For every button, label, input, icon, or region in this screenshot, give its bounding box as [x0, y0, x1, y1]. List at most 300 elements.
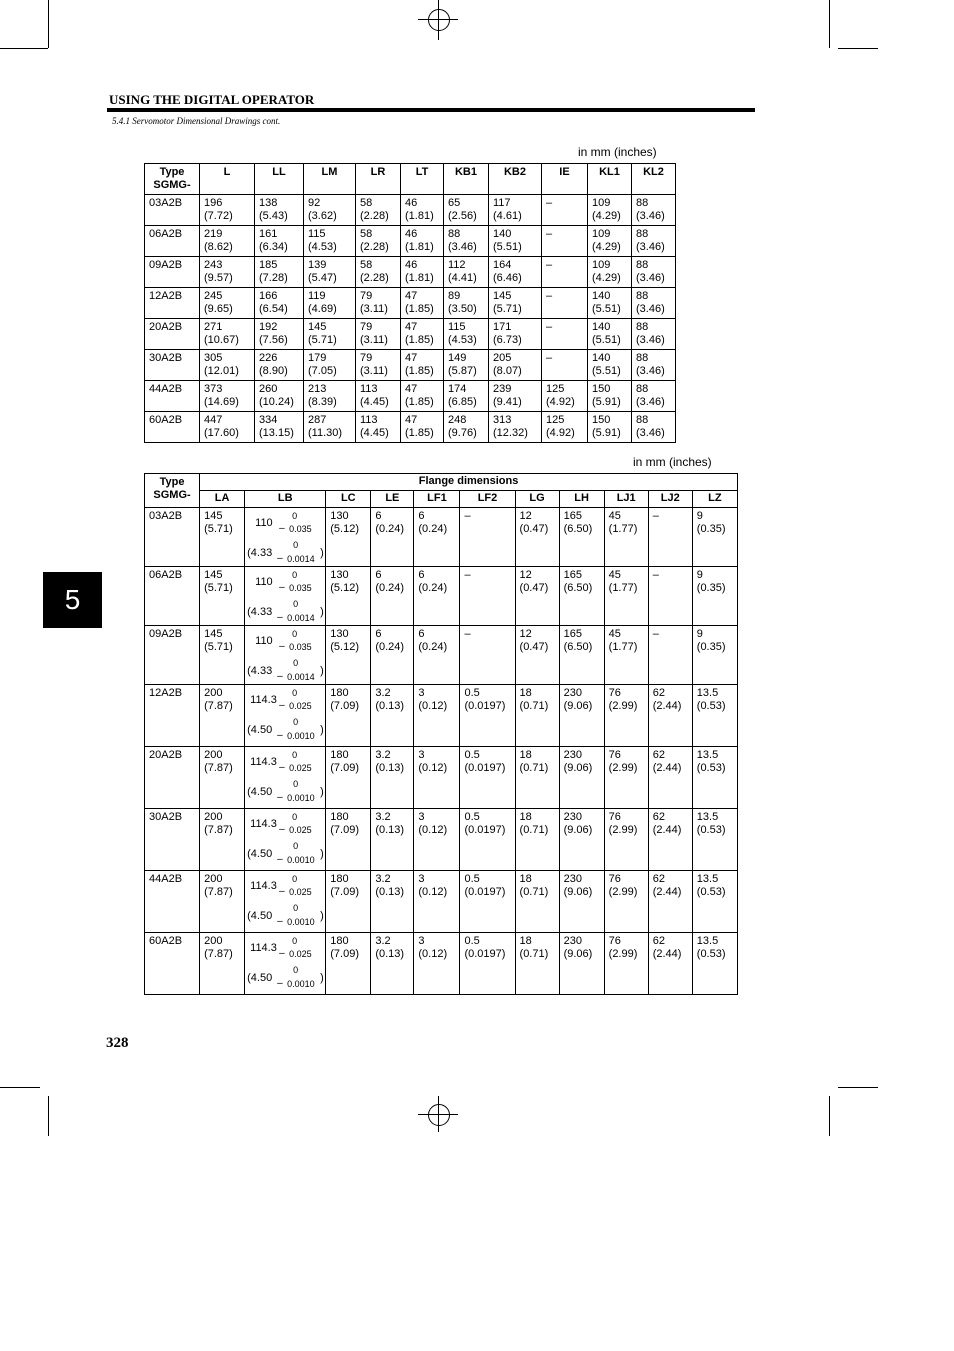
dimension-cell: [542, 319, 588, 350]
table-row: [145, 195, 676, 226]
lb-in-lower: 0.0010: [287, 979, 315, 989]
lb-in-lower: 0.0010: [287, 855, 315, 865]
cell-value-inches: (2.44): [652, 824, 682, 836]
cell-value-inches: (5.91): [592, 396, 621, 408]
cell-value-inches: (0.0197): [464, 824, 506, 836]
lb-mm-lower: 0.025: [289, 887, 312, 897]
cell-value-inches: (3.11): [360, 365, 388, 377]
dimension-cell: [542, 412, 588, 443]
dimension-cell: [489, 319, 542, 350]
cell-value-mm: –: [652, 569, 659, 581]
cell-value-inches: (1.81): [405, 272, 434, 284]
cell-value-inches: (9.06): [563, 948, 593, 960]
cell-value-mm: 145: [493, 290, 512, 302]
dimension-cell: [515, 871, 559, 933]
cell-value-inches: (6.34): [259, 241, 288, 253]
cell-value-inches: (0.13): [375, 886, 405, 898]
dimension-cell: [559, 933, 604, 995]
cell-value-mm: 174: [448, 383, 467, 395]
dimension-cell: [356, 319, 401, 350]
motor-type: 09A2B: [145, 257, 200, 288]
cell-value-mm: 230: [563, 873, 582, 885]
lb-tolerance: [247, 687, 323, 739]
dimension-cell: [460, 626, 515, 685]
table-row: [145, 381, 676, 412]
dimension-cell: [559, 685, 604, 747]
cell-value-mm: 373: [204, 383, 223, 395]
dimension-cell: [255, 288, 304, 319]
lb-mm-lower: 0.025: [289, 949, 312, 959]
cell-value-inches: (5.51): [592, 303, 621, 315]
dimension-cell: [604, 747, 648, 809]
cell-value-mm: 76: [608, 687, 621, 699]
cell-value-inches: (7.87): [204, 948, 233, 960]
cell-value-inches: (14.69): [204, 396, 239, 408]
cell-value-mm: 47: [405, 352, 418, 364]
cell-value-inches: (1.77): [608, 641, 638, 653]
table1-header-lr: LR: [356, 164, 401, 195]
cell-value-inches: (7.87): [204, 762, 233, 774]
cell-value-mm: 243: [204, 259, 223, 271]
cell-value-mm: 3.2: [375, 935, 391, 947]
cell-value-mm: 200: [204, 811, 223, 823]
dimension-cell: [414, 871, 460, 933]
cell-value-mm: –: [652, 510, 659, 522]
dimension-cell: [200, 381, 255, 412]
cell-value-inches: (1.81): [405, 210, 434, 222]
dimension-cell: [460, 933, 515, 995]
table-row: [145, 319, 676, 350]
dimension-cell: [632, 226, 676, 257]
dimension-cell: [559, 809, 604, 871]
cell-value-inches: (6.50): [563, 523, 593, 535]
lb-mm-upper: 0: [292, 874, 298, 884]
dimension-cell: [200, 195, 255, 226]
dimension-cell: [515, 508, 559, 567]
dimension-cell: [356, 226, 401, 257]
dimension-cell: [200, 319, 255, 350]
dimension-cell: [515, 626, 559, 685]
lb-in-value: (4.50: [247, 910, 273, 922]
cell-value-mm: 200: [204, 873, 223, 885]
cell-value-mm: 165: [563, 510, 582, 522]
cell-value-mm: 200: [204, 935, 223, 947]
dimension-cell: [401, 412, 444, 443]
table2-header-lh: LH: [559, 491, 604, 508]
lb-tolerance-cell: [245, 626, 326, 685]
lb-mm-minus: –: [279, 641, 285, 652]
cell-value-inches: (0.0197): [464, 762, 506, 774]
dimension-cell: [371, 626, 414, 685]
cell-value-mm: 88: [636, 259, 649, 271]
table2-header-lf2: LF2: [460, 491, 515, 508]
cell-value-inches: (3.46): [636, 241, 665, 253]
cell-value-inches: (8.62): [204, 241, 233, 253]
cell-value-mm: –: [546, 290, 553, 302]
dimension-cell: [304, 381, 356, 412]
table-row: [145, 747, 738, 809]
dimension-cell: [326, 809, 371, 871]
motor-type: 60A2B: [145, 933, 200, 995]
dimension-cell: [255, 412, 304, 443]
cell-value-mm: 119: [308, 290, 326, 302]
dimension-cell: [489, 257, 542, 288]
lb-mm-value: 114.3: [250, 756, 277, 768]
motor-type: 03A2B: [145, 195, 200, 226]
dimension-cell: [356, 257, 401, 288]
table2-header-le: LE: [371, 491, 414, 508]
table2-units-note: in mm (inches): [633, 455, 712, 469]
table-row: [145, 685, 738, 747]
cell-value-mm: 58: [360, 197, 373, 209]
table1-header-row: [145, 164, 676, 195]
cell-value-mm: 180: [330, 935, 349, 947]
dimension-cell: [200, 626, 245, 685]
dimension-cell: [588, 412, 632, 443]
cell-value-inches: (0.12): [418, 762, 448, 774]
cell-value-inches: (0.47): [519, 523, 549, 535]
cell-value-mm: 3: [418, 687, 425, 699]
cell-value-inches: (0.24): [418, 582, 448, 594]
cell-value-mm: 62: [652, 687, 665, 699]
cell-value-inches: (4.41): [448, 272, 477, 284]
dimension-cell: [444, 288, 489, 319]
cell-value-inches: (5.51): [592, 365, 621, 377]
lb-in-upper: 0: [293, 599, 299, 609]
cell-value-inches: (7.09): [330, 948, 360, 960]
dimension-cell: [604, 871, 648, 933]
lb-tolerance: [247, 569, 323, 621]
lb-tolerance-cell: [245, 871, 326, 933]
cell-value-inches: (4.29): [592, 210, 621, 222]
cell-value-inches: (0.24): [418, 641, 448, 653]
table-row: [145, 350, 676, 381]
lb-in-upper: 0: [293, 779, 299, 789]
lb-tolerance-cell: [245, 933, 326, 995]
cell-value-mm: 180: [330, 873, 349, 885]
dimension-cell: [460, 685, 515, 747]
lb-mm-value: 110: [255, 635, 273, 647]
cell-value-mm: 140: [493, 228, 512, 240]
lb-mm-value: 110: [255, 517, 273, 529]
dimension-cell: [326, 685, 371, 747]
cell-value-inches: (9.06): [563, 700, 593, 712]
cell-value-mm: 271: [204, 321, 223, 333]
cell-value-mm: 88: [636, 197, 649, 209]
lb-in-minus: –: [277, 730, 283, 741]
dimension-cell: [692, 508, 737, 567]
dimension-cell: [200, 871, 245, 933]
cell-value-mm: –: [546, 197, 553, 209]
lb-in-close-paren: ): [320, 786, 324, 798]
cell-value-mm: 150: [592, 414, 611, 426]
dimension-cell: [604, 626, 648, 685]
dimension-cell: [200, 809, 245, 871]
table1-header-kl2: KL2: [632, 164, 676, 195]
cell-value-inches: (5.71): [204, 641, 233, 653]
cell-value-inches: (2.99): [608, 700, 638, 712]
cell-value-mm: 117: [493, 197, 511, 209]
cell-value-mm: 164: [493, 259, 512, 271]
cell-value-mm: 88: [636, 228, 649, 240]
dimension-cell: [356, 381, 401, 412]
cell-value-mm: 313: [493, 414, 512, 426]
dimension-cell: [356, 350, 401, 381]
cell-value-mm: 9: [696, 569, 703, 581]
cell-value-mm: 139: [308, 259, 327, 271]
cell-value-mm: 165: [563, 628, 582, 640]
cell-value-inches: (0.0197): [464, 700, 506, 712]
table2-group-header-row: [145, 474, 738, 491]
lb-in-upper: 0: [293, 903, 299, 913]
dimension-cell: [692, 685, 737, 747]
dimension-cell: [632, 381, 676, 412]
dimension-cell: [489, 195, 542, 226]
cell-value-inches: (0.35): [696, 582, 726, 594]
dimension-cell: [304, 257, 356, 288]
cell-value-mm: 46: [405, 259, 418, 271]
cell-value-mm: 245: [204, 290, 223, 302]
cell-value-inches: (0.53): [696, 948, 726, 960]
lb-in-lower: 0.0014: [287, 672, 315, 682]
dimension-cell: [304, 195, 356, 226]
cell-value-inches: (4.53): [308, 241, 337, 253]
dimension-cell: [604, 567, 648, 626]
cell-value-mm: 13.5: [696, 811, 719, 823]
cell-value-mm: 334: [259, 414, 278, 426]
cell-value-mm: 12: [519, 569, 532, 581]
cell-value-inches: (2.44): [652, 762, 682, 774]
table1-header-l: L: [200, 164, 255, 195]
lb-mm-minus: –: [279, 523, 285, 534]
cell-value-inches: (8.90): [259, 365, 288, 377]
table-row: [145, 508, 738, 567]
lb-mm-minus: –: [279, 700, 285, 711]
cell-value-inches: (5.47): [308, 272, 337, 284]
table2-header-lz: LZ: [692, 491, 737, 508]
cell-value-mm: 58: [360, 259, 373, 271]
motor-type: 03A2B: [145, 508, 200, 567]
dimension-cell: [371, 685, 414, 747]
cell-value-mm: 125: [546, 414, 565, 426]
cell-value-inches: (12.32): [493, 427, 528, 439]
cell-value-inches: (5.91): [592, 427, 621, 439]
dimension-cell: [304, 226, 356, 257]
cell-value-inches: (0.12): [418, 824, 448, 836]
dimension-cell: [489, 288, 542, 319]
cell-value-mm: 47: [405, 321, 418, 333]
cell-value-mm: 130: [330, 569, 349, 581]
cell-value-inches: (3.46): [636, 303, 665, 315]
dimension-cell: [542, 257, 588, 288]
dimension-cell: [460, 567, 515, 626]
flange-dimensions-header: Flange dimensions: [200, 474, 738, 491]
motor-type: 12A2B: [145, 685, 200, 747]
dimension-cell: [604, 508, 648, 567]
lb-in-close-paren: ): [320, 606, 324, 618]
dimension-cell: [588, 381, 632, 412]
cell-value-inches: (17.60): [204, 427, 239, 439]
cell-value-mm: 13.5: [696, 873, 719, 885]
cell-value-inches: (1.77): [608, 523, 638, 535]
cell-value-mm: 18: [519, 935, 532, 947]
cell-value-mm: 287: [308, 414, 327, 426]
cell-value-inches: (0.24): [375, 641, 405, 653]
cell-value-mm: 0.5: [464, 811, 480, 823]
cell-value-inches: (7.87): [204, 700, 233, 712]
cell-value-inches: (5.71): [204, 582, 233, 594]
cell-value-mm: 109: [592, 197, 611, 209]
cell-value-mm: 62: [652, 935, 665, 947]
table2-type-header: Type SGMG-: [145, 474, 200, 508]
dimension-cell: [304, 319, 356, 350]
cell-value-inches: (5.51): [592, 334, 621, 346]
cell-value-inches: (7.28): [259, 272, 288, 284]
cell-value-mm: –: [464, 628, 471, 640]
dimension-cell: [255, 226, 304, 257]
cell-value-inches: (1.81): [405, 241, 434, 253]
cell-value-inches: (4.29): [592, 272, 621, 284]
dimension-cell: [460, 508, 515, 567]
cell-value-mm: 3.2: [375, 873, 391, 885]
dimension-cell: [559, 626, 604, 685]
dimension-cell: [255, 319, 304, 350]
dimension-cell: [515, 747, 559, 809]
lb-in-close-paren: ): [320, 547, 324, 559]
cell-value-inches: (0.24): [375, 582, 405, 594]
cell-value-mm: 140: [592, 352, 611, 364]
dimension-cell: [632, 195, 676, 226]
cell-value-inches: (0.71): [519, 700, 549, 712]
cell-value-inches: (2.56): [448, 210, 477, 222]
cell-value-mm: 196: [204, 197, 223, 209]
cell-value-inches: (2.99): [608, 824, 638, 836]
dimension-cell: [648, 508, 692, 567]
cell-value-inches: (9.57): [204, 272, 233, 284]
dimension-cell: [692, 809, 737, 871]
dimension-cell: [648, 933, 692, 995]
dimension-cell: [632, 412, 676, 443]
dimension-cell: [326, 871, 371, 933]
cell-value-mm: 76: [608, 749, 621, 761]
cell-value-mm: 76: [608, 873, 621, 885]
dimension-cell: [326, 567, 371, 626]
dimension-cell: [692, 567, 737, 626]
lb-tolerance-cell: [245, 809, 326, 871]
lb-mm-minus: –: [279, 824, 285, 835]
table2-header-lb: LB: [245, 491, 326, 508]
cell-value-inches: (9.41): [493, 396, 522, 408]
table2-header-lj2: LJ2: [648, 491, 692, 508]
lb-mm-upper: 0: [292, 511, 298, 521]
cell-value-mm: 88: [636, 383, 649, 395]
cell-value-inches: (0.13): [375, 824, 405, 836]
cell-value-mm: 88: [636, 414, 649, 426]
dimension-cell: [401, 226, 444, 257]
lb-mm-lower: 0.035: [289, 583, 312, 593]
cell-value-mm: 3: [418, 935, 425, 947]
cell-value-inches: (5.71): [204, 523, 233, 535]
cell-value-inches: (12.01): [204, 365, 239, 377]
dimension-cell: [401, 350, 444, 381]
cell-value-inches: (3.46): [636, 210, 665, 222]
lb-mm-value: 114.3: [250, 880, 277, 892]
motor-type: 20A2B: [145, 747, 200, 809]
lb-in-upper: 0: [293, 658, 299, 668]
cell-value-inches: (2.28): [360, 272, 389, 284]
cell-value-inches: (9.06): [563, 762, 593, 774]
cell-value-inches: (6.50): [563, 582, 593, 594]
dimension-cell: [304, 288, 356, 319]
dimension-cell: [444, 319, 489, 350]
dimension-cell: [200, 350, 255, 381]
motor-type: 44A2B: [145, 381, 200, 412]
cell-value-mm: 3.2: [375, 811, 391, 823]
cell-value-mm: 6: [418, 628, 425, 640]
table-row: [145, 567, 738, 626]
lb-in-lower: 0.0010: [287, 917, 315, 927]
lb-tolerance-cell: [245, 567, 326, 626]
dimension-cell: [604, 685, 648, 747]
lb-mm-upper: 0: [292, 812, 298, 822]
cell-value-inches: (4.92): [546, 396, 575, 408]
cell-value-inches: (0.13): [375, 700, 405, 712]
dimension-cell: [326, 626, 371, 685]
dimension-cell: [371, 567, 414, 626]
cell-value-mm: 305: [204, 352, 223, 364]
cell-value-inches: (0.13): [375, 948, 405, 960]
dimension-cell: [692, 626, 737, 685]
cell-value-inches: (8.07): [493, 365, 522, 377]
cell-value-mm: 89: [448, 290, 461, 302]
cell-value-mm: 213: [308, 383, 327, 395]
lb-in-upper: 0: [293, 841, 299, 851]
header-rule: [107, 108, 755, 112]
cell-value-mm: 3.2: [375, 687, 391, 699]
lb-in-value: (4.33: [247, 547, 273, 559]
cell-value-mm: –: [546, 259, 553, 271]
cell-value-inches: (3.11): [360, 334, 388, 346]
cell-value-inches: (9.06): [563, 886, 593, 898]
cell-value-inches: (3.46): [636, 396, 665, 408]
dimension-cell: [692, 747, 737, 809]
lb-mm-minus: –: [279, 762, 285, 773]
dimension-cell: [588, 257, 632, 288]
table-row: [145, 809, 738, 871]
cell-value-mm: 88: [448, 228, 461, 240]
dimension-cell: [588, 195, 632, 226]
lb-in-close-paren: ): [320, 972, 324, 984]
motor-type: 06A2B: [145, 226, 200, 257]
cell-value-mm: 130: [330, 628, 349, 640]
dimension-cell: [414, 685, 460, 747]
cell-value-mm: 6: [418, 569, 425, 581]
dimension-cell: [200, 257, 255, 288]
dimension-cell: [515, 567, 559, 626]
lb-in-value: (4.33: [247, 606, 273, 618]
lb-in-value: (4.50: [247, 724, 273, 736]
dimension-cell: [559, 747, 604, 809]
dimension-cell: [542, 226, 588, 257]
cell-value-inches: (6.50): [563, 641, 593, 653]
lb-in-minus: –: [277, 854, 283, 865]
lb-mm-value: 114.3: [250, 818, 277, 830]
motor-type: 06A2B: [145, 567, 200, 626]
dimension-cell: [255, 257, 304, 288]
cell-value-mm: 46: [405, 197, 418, 209]
cell-value-inches: (0.0197): [464, 948, 506, 960]
lb-mm-lower: 0.025: [289, 701, 312, 711]
